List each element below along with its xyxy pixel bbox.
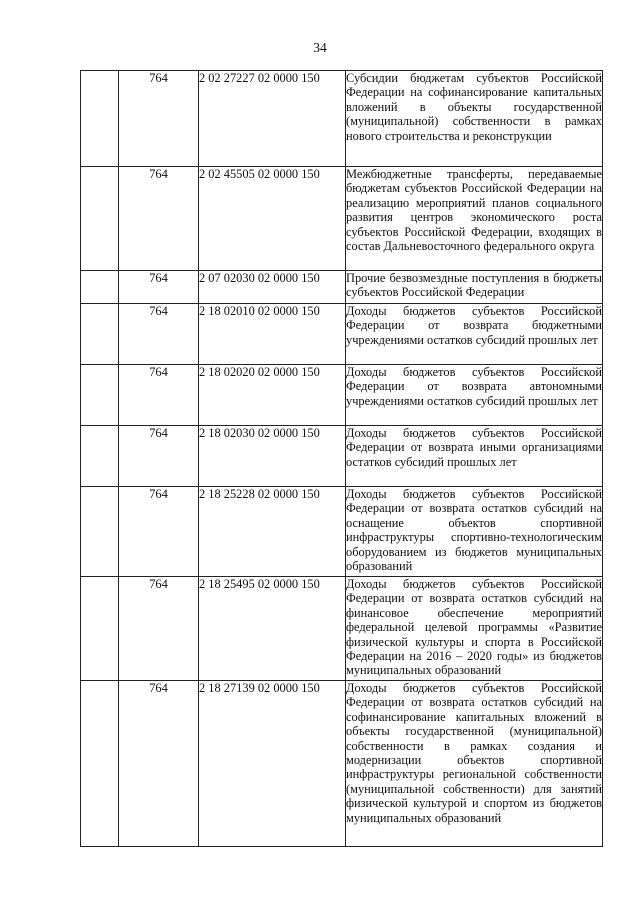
description-cell: Прочие безвозмездные поступления в бюджеты субъектов Российской Федерации: [346, 271, 603, 304]
description-cell: Доходы бюджетов субъектов Российской Федерации от возврата автономными учреждениями остатков субсидий прошлых лет: [346, 365, 603, 426]
admin-code-cell: 764: [119, 304, 199, 365]
description-cell: Межбюджетные трансферты, передаваемые бюджетам субъектов Российской Федерации на реализацию мероприятий планов социального развития центров экономического роста субъектов Российской Федерации, входящих в состав Дальневосточного федерального округа: [346, 167, 603, 271]
admin-code-cell: 764: [119, 426, 199, 487]
blank-cell: [81, 681, 119, 847]
admin-code-cell: 764: [119, 365, 199, 426]
blank-cell: [81, 577, 119, 681]
admin-code-cell: 764: [119, 271, 199, 304]
table-row: [81, 577, 603, 681]
blank-cell: [81, 71, 119, 167]
budget-code-cell: 2 18 25495 02 0000 150: [199, 577, 346, 681]
table-row: [81, 365, 603, 426]
table-row: [81, 167, 603, 271]
admin-code-cell: 764: [119, 71, 199, 167]
budget-code-cell: 2 18 25228 02 0000 150: [199, 487, 346, 577]
table-row: [81, 487, 603, 577]
revenue-codes-table: [80, 70, 603, 847]
admin-code-cell: 764: [119, 577, 199, 681]
table-row: [81, 426, 603, 487]
budget-code-cell: 2 18 27139 02 0000 150: [199, 681, 346, 847]
admin-code-cell: 764: [119, 681, 199, 847]
description-cell: Доходы бюджетов субъектов Российской Федерации от возврата остатков субсидий на финансовое обеспечение мероприятий федеральной целевой программы «Развитие физической культуры и спорта в Российской Федерации на 2016 – 2020 годы» из бюджетов муниципальных образований: [346, 577, 603, 681]
admin-code-cell: 764: [119, 167, 199, 271]
table-row: [81, 304, 603, 365]
description-cell: Доходы бюджетов субъектов Российской Федерации от возврата остатков субсидий на оснащение объектов спортивной инфраструктуры спортивно-технологическим оборудованием из бюджетов муниципальных образований: [346, 487, 603, 577]
blank-cell: [81, 304, 119, 365]
admin-code-cell: 764: [119, 487, 199, 577]
description-cell: Доходы бюджетов субъектов Российской Федерации от возврата бюджетными учреждениями остатков субсидий прошлых лет: [346, 304, 603, 365]
blank-cell: [81, 167, 119, 271]
blank-cell: [81, 487, 119, 577]
table-row: [81, 71, 603, 167]
budget-code-cell: 2 18 02020 02 0000 150: [199, 365, 346, 426]
description-cell: Доходы бюджетов субъектов Российской Федерации от возврата иными организациями остатков субсидий прошлых лет: [346, 426, 603, 487]
budget-code-cell: 2 18 02010 02 0000 150: [199, 304, 346, 365]
blank-cell: [81, 426, 119, 487]
budget-code-cell: 2 18 02030 02 0000 150: [199, 426, 346, 487]
budget-code-cell: 2 07 02030 02 0000 150: [199, 271, 346, 304]
page-number: 34: [313, 40, 327, 55]
blank-cell: [81, 271, 119, 304]
blank-cell: [81, 365, 119, 426]
budget-code-cell: 2 02 45505 02 0000 150: [199, 167, 346, 271]
budget-code-cell: 2 02 27227 02 0000 150: [199, 71, 346, 167]
description-cell: Доходы бюджетов субъектов Российской Федерации от возврата остатков субсидий на софинансирование капитальных вложений в объекты государственной (муниципальной) собственности в рамках создания и модернизации объектов спортивной инфраструктуры региональной собственности (муниципальной собственности) для занятий физической культурой и спортом из бюджетов муниципальных образований: [346, 681, 603, 847]
table-row: [81, 271, 603, 304]
description-cell: Субсидии бюджетам субъектов Российской Федерации на софинансирование капитальных вложений в объекты государственной (муниципальной) собственности в рамках нового строительства и реконструкции: [346, 71, 603, 167]
table-row: [81, 681, 603, 847]
